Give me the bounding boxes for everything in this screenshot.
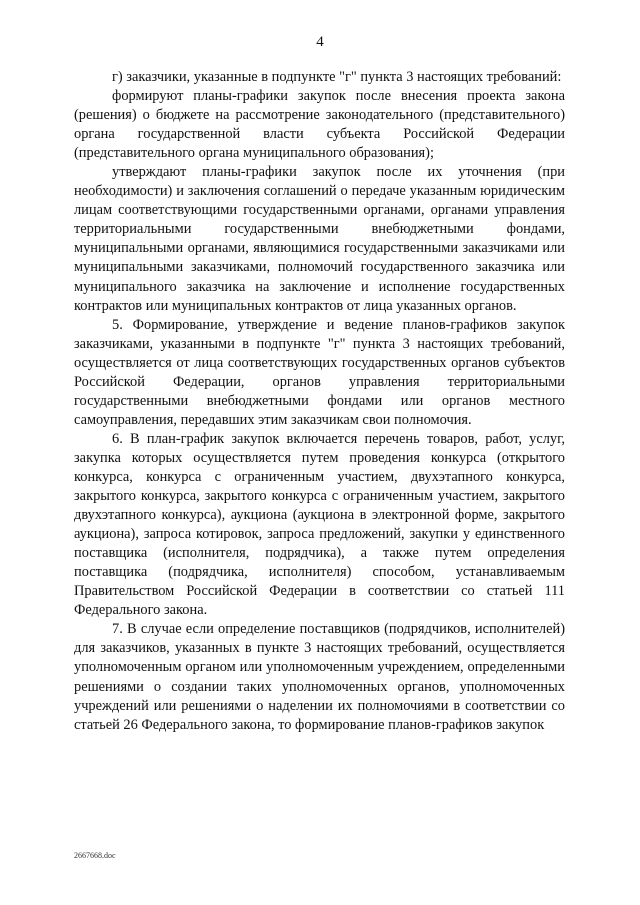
paragraph-approve-plans: утверждают планы-графики закупок после их уточнения (при необходимости) и заключения соглашений о передаче указанным юридическим лицам соответствующими государственными органами, органами управления территориальными государственными внебюджетными фондами, муниципальными органами, являющимися государственными заказчиками или муниципальными заказчиками, полномочий государственного заказчика или муниципального заказчика на заключение и исполнение государственных контрактов или муниципальных контрактов от лица указанных органов. xyxy=(74,164,565,314)
paragraph-form-plans: формируют планы-графики закупок после внесения проекта закона (решения) о бюджете на рассмотрение законодательного (представительного) органа государственной власти субъекта Российской Федерации (представительного органа муниципального образования); xyxy=(74,88,565,162)
paragraph-item-6: 6. В план-график закупок включается перечень товаров, работ, услуг, закупка которых осуществляется путем проведения конкурса (открытого конкурса, конкурса с ограниченным участием, двухэтапного конкурса, закрытого конкурса, закрытого конкурса с ограниченным участием, закрытого двухэтапного конкурса), аукциона (аукциона в электронной форме, закрытого аукциона), запроса котировок, запроса предложений, закупки у единственного поставщика (исполнителя, подрядчика), а также путем определения поставщика (подрядчика, исполнителя) способом, устанавливаемым Правительством Российской Федерации в соответствии со статьей 111 Федерального закона. xyxy=(74,430,565,619)
paragraph-g-customers: г) заказчики, указанные в подпункте "г" пункта 3 настоящих требований: xyxy=(112,69,562,85)
page-number: 4 xyxy=(316,34,324,50)
footer-document-code: 2667668.doc xyxy=(74,851,116,860)
document-body xyxy=(74,68,565,735)
paragraph-item-5: 5. Формирование, утверждение и ведение планов-графиков закупок заказчиками, указанными в подпункте "г" пункта 3 настоящих требований, осуществляется от лица соответствующих государственных органов субъектов Российской Федерации, органов управления территориальными государственными внебюджетными фондами или органов местного самоуправления, передавших этим заказчикам свои полномочия. xyxy=(74,316,565,428)
paragraph-item-7: 7. В случае если определение поставщиков (подрядчиков, исполнителей) для заказчиков, указанных в пункте 3 настоящих требований, осуществляется уполномоченным органом или уполномоченным учреждением, определенными решениями о создании таких уполномоченных органов, уполномоченных учреждений или решениями о наделении их полномочиями в соответствии со статьей 26 Федерального закона, то формирование планов-графиков закупок xyxy=(74,621,565,733)
